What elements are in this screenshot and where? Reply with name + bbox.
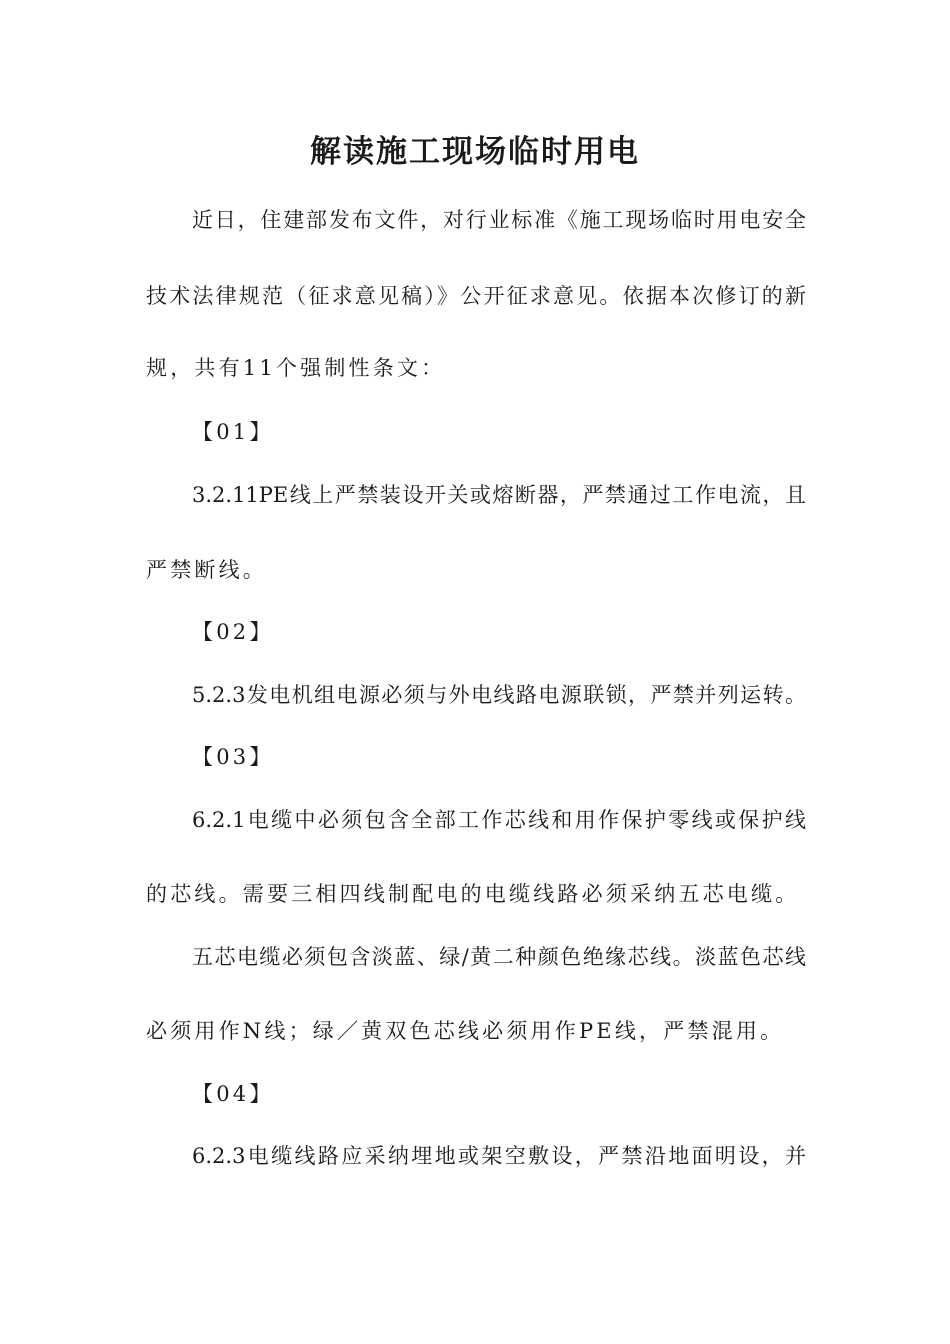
paragraph-line: 规，共有11个强制性条文：: [146, 356, 446, 380]
paragraph-line: 严禁断线。: [146, 558, 267, 582]
paragraph-line: 5.2.3发电机组电源必须与外电线路电源联锁，严禁并列运转。: [192, 683, 806, 707]
paragraph-line: 的芯线。需要三相四线制配电的电缆线路必须采纳五芯电缆。: [146, 882, 800, 906]
paragraph-line: 6.2.1电缆中必须包含全部工作芯线和用作保护零线或保护线: [192, 808, 806, 832]
paragraph-line: 技术法律规范（征求意见稿）》公开征求意见。依据本次修订的新: [146, 284, 806, 308]
paragraph-line: 3.2.11PE线上严禁装设开关或熔断器，严禁通过工作电流，且: [192, 483, 806, 507]
section-marker: 【02】: [192, 620, 274, 644]
paragraph-line: 6.2.3电缆线路应采纳埋地或架空敷设，严禁沿地面明设，并: [192, 1144, 806, 1168]
document-title: 解读施工现场临时用电: [310, 134, 640, 170]
paragraph-line: 近日，住建部发布文件，对行业标准《施工现场临时用电安全: [192, 208, 806, 232]
section-marker: 【01】: [192, 420, 274, 444]
section-marker: 【03】: [192, 745, 274, 769]
paragraph-line: 必须用作N线；绿／黄双色芯线必须用作PE线，严禁混用。: [146, 1019, 785, 1043]
paragraph-line: 五芯电缆必须包含淡蓝、绿/黄二种颜色绝缘芯线。淡蓝色芯线: [192, 945, 806, 969]
section-marker: 【04】: [192, 1082, 274, 1106]
